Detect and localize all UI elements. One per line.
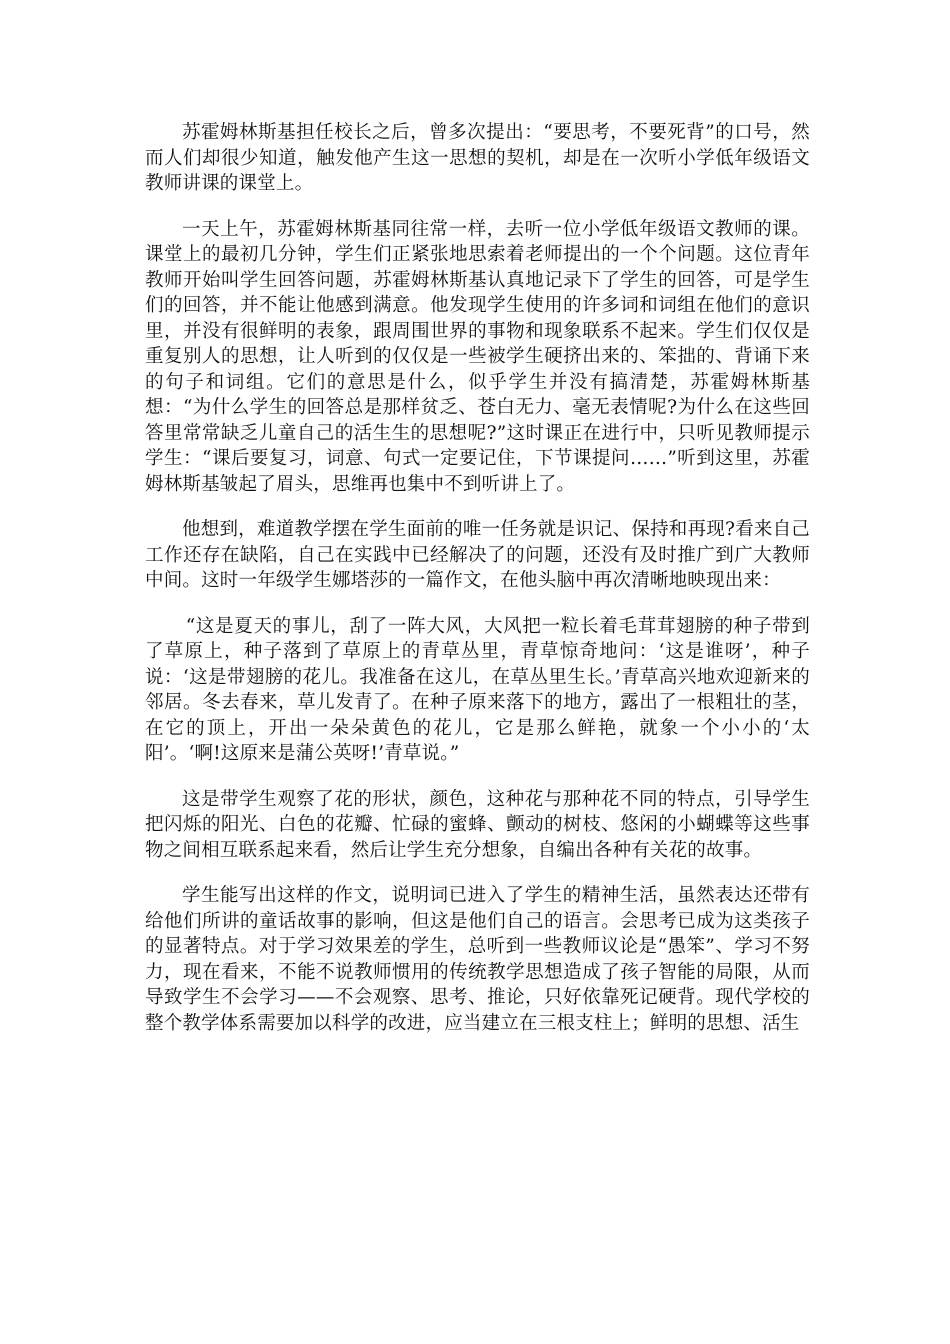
paragraph-reflection: 他想到，难道教学摆在学生面前的唯一任务就是识记、保持和再现?看来自己工作还存在缺陷，自己在实践中已经解决了的问题，还没有及时推广到广大教师中间。这时一年级学生娜塔莎的一篇作文，在他头脑中再次清晰地映现出来： <box>145 519 810 591</box>
paragraph-teaching-method: 这是带学生观察了花的形状，颜色，这种花与那种花不同的特点，引导学生把闪烁的阳光、白色的花瓣、忙碌的蜜蜂、颤动的树枝、悠闲的小蝴蝶等这些事物之间相互联系起来看，然后让学生充分想象，自编出各种有关花的故事。 <box>145 788 810 861</box>
paragraph-student-essay-quote: “这是夏天的事儿，刮了一阵大风，大风把一粒长着毛茸茸翅膀的种子带到了草原上，种子落到了草原上的青草丛里，青草惊奇地问：‘这是谁呀’，种子说：‘这是带翅膀的花儿。我准备在这儿，在草丛里生长。’青草高兴地欢迎新来的邻居。冬去春来，草儿发青了。在种子原来落下的地方，露出了一根粗壮的茎，在它的顶上，开出一朵朵黄色的花儿，它是那么鲜艳，就象一个小小的‘太阳’。‘啊!这原来是蒲公英呀!’青草说。” <box>145 615 810 764</box>
paragraph-lesson-observation: 一天上午，苏霍姆林斯基同往常一样，去听一位小学低年级语文教师的课。课堂上的最初几分钟，学生们正紧张地思索着老师提出的一个个问题。这位青年教师开始叫学生回答问题，苏霍姆林斯基认真地记录下了学生的回答，可是学生们的回答，并不能让他感到满意。他发现学生使用的许多词和词组在他们的意识里，并没有很鲜明的表象，跟周围世界的事物和现象联系不起来。学生们仅仅是重复别人的思想，让人听到的仅仅是一些被学生硬挤出来的、笨拙的、背诵下来的句子和词组。它们的意思是什么，似乎学生并没有搞清楚，苏霍姆林斯基想：“为什么学生的回答总是那样贫乏、苍白无力、毫无表情呢?为什么在这些回答里常常缺乏儿童自己的活生生的思想呢?”这时课正在进行中，只听见教师提示学生：“课后要复习，词意、句式一定要记住，下节课提问……”听到这里，苏霍姆林斯基皱起了眉头，思维再也集中不到听讲上了。 <box>145 218 810 495</box>
paragraph-intro: 苏霍姆林斯基担任校长之后，曾多次提出：“要思考，不要死背”的口号，然而人们却很少知道，触发他产生这一思想的契机，却是在一次听小学低年级语文教师讲课的课堂上。 <box>145 122 810 194</box>
paragraph-conclusion: 学生能写出这样的作文，说明词已进入了学生的精神生活，虽然表达还带有给他们所讲的童话故事的影响，但这是他们自己的语言。会思考已成为这类孩子的显著特点。对于学习效果差的学生，总听到一些教师议论是“愚笨”、学习不努力，现在看来，不能不说教师惯用的传统教学思想造成了孩子智能的局限，从而导致学生不会学习——不会观察、思考、推论，只好依靠死记硬背。现代学校的整个教学体系需要加以科学的改进，应当建立在三根支柱上；鲜明的思想、活生 <box>145 885 810 1034</box>
document-page <box>145 120 810 1056</box>
